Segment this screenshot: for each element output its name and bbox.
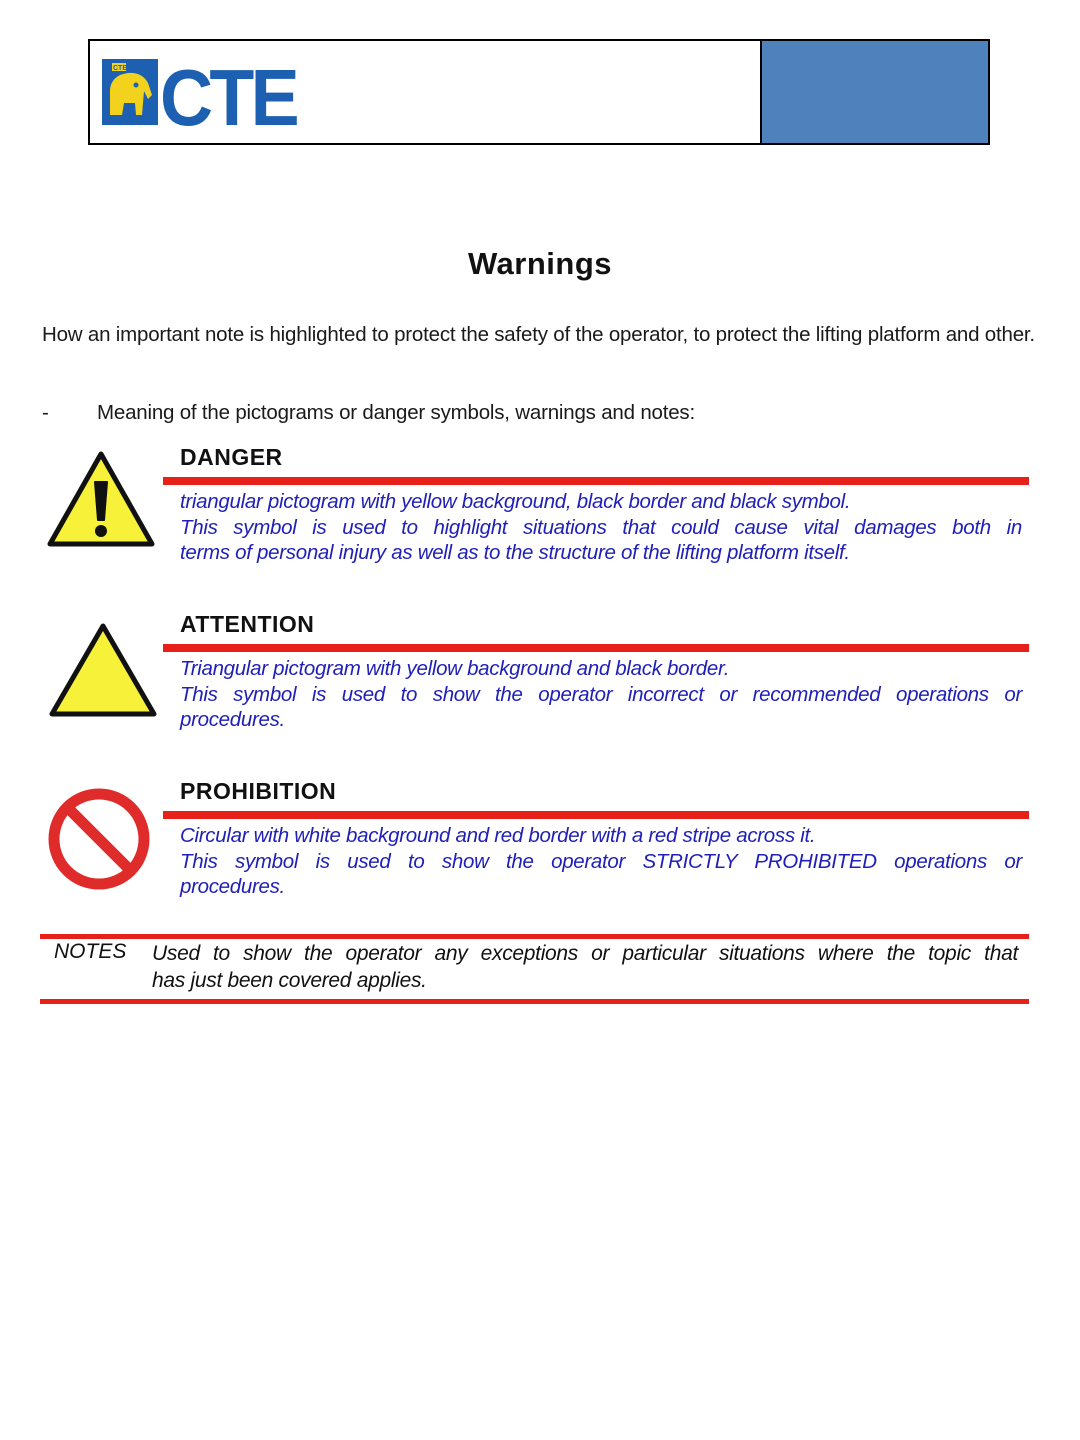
attention-red-rule	[163, 644, 1029, 652]
notes-top-rule	[40, 934, 1029, 939]
danger-line-1: triangular pictogram with yellow background, black border and black symbol.	[180, 490, 851, 513]
prohibition-line-3: procedures.	[180, 875, 285, 898]
notes-text	[152, 940, 1018, 994]
danger-description	[180, 489, 1022, 566]
bullet-text: Meaning of the pictograms or danger symbols, warnings and notes:	[97, 401, 695, 424]
attention-title: ATTENTION	[180, 611, 315, 637]
attention-line-3: procedures.	[180, 708, 285, 731]
page-title: Warnings	[467, 246, 613, 281]
header-blue-panel	[760, 41, 988, 143]
prohibition-line-1: Circular with white background and red border with a red stripe across it.	[180, 824, 816, 847]
logo-small-text: CTE	[113, 65, 127, 72]
attention-triangle-icon	[46, 618, 160, 722]
bullet-dash: -	[42, 401, 49, 424]
prohibition-description	[180, 823, 1022, 900]
notes-bottom-rule	[40, 999, 1029, 1004]
page-header	[88, 39, 990, 145]
logo-text: CTE	[160, 55, 298, 133]
danger-warning-icon	[44, 448, 158, 552]
attention-line-1: Triangular pictogram with yellow background and black border.	[180, 657, 730, 680]
danger-line-3: terms of personal injury as well as to the structure of the lifting platform itself.	[180, 541, 850, 564]
danger-title: DANGER	[180, 444, 283, 470]
attention-description	[180, 656, 1022, 733]
notes-label: NOTES	[54, 940, 127, 963]
prohibition-red-rule	[163, 811, 1029, 819]
bullet-item	[42, 400, 695, 426]
cte-logo	[102, 55, 298, 133]
prohibition-line-2: This symbol is used to show the operator STRICTLY PROHIBITED operations or	[180, 849, 1022, 873]
notes-line-1: Used to show the operator any exceptions or particular situations where the topic that	[152, 942, 1018, 965]
danger-line-2: This symbol is used to highlight situations that could cause vital damages both in	[180, 515, 1022, 539]
prohibition-title: PROHIBITION	[180, 778, 337, 804]
intro-paragraph: How an important note is highlighted to protect the safety of the operator, to protect the lifting platform and other.	[42, 323, 1035, 346]
notes-line-2: has just been covered applies.	[152, 969, 427, 992]
attention-line-2: This symbol is used to show the operator incorrect or recommended operations or	[180, 682, 1022, 706]
prohibition-icon	[46, 786, 152, 892]
danger-red-rule	[163, 477, 1029, 485]
